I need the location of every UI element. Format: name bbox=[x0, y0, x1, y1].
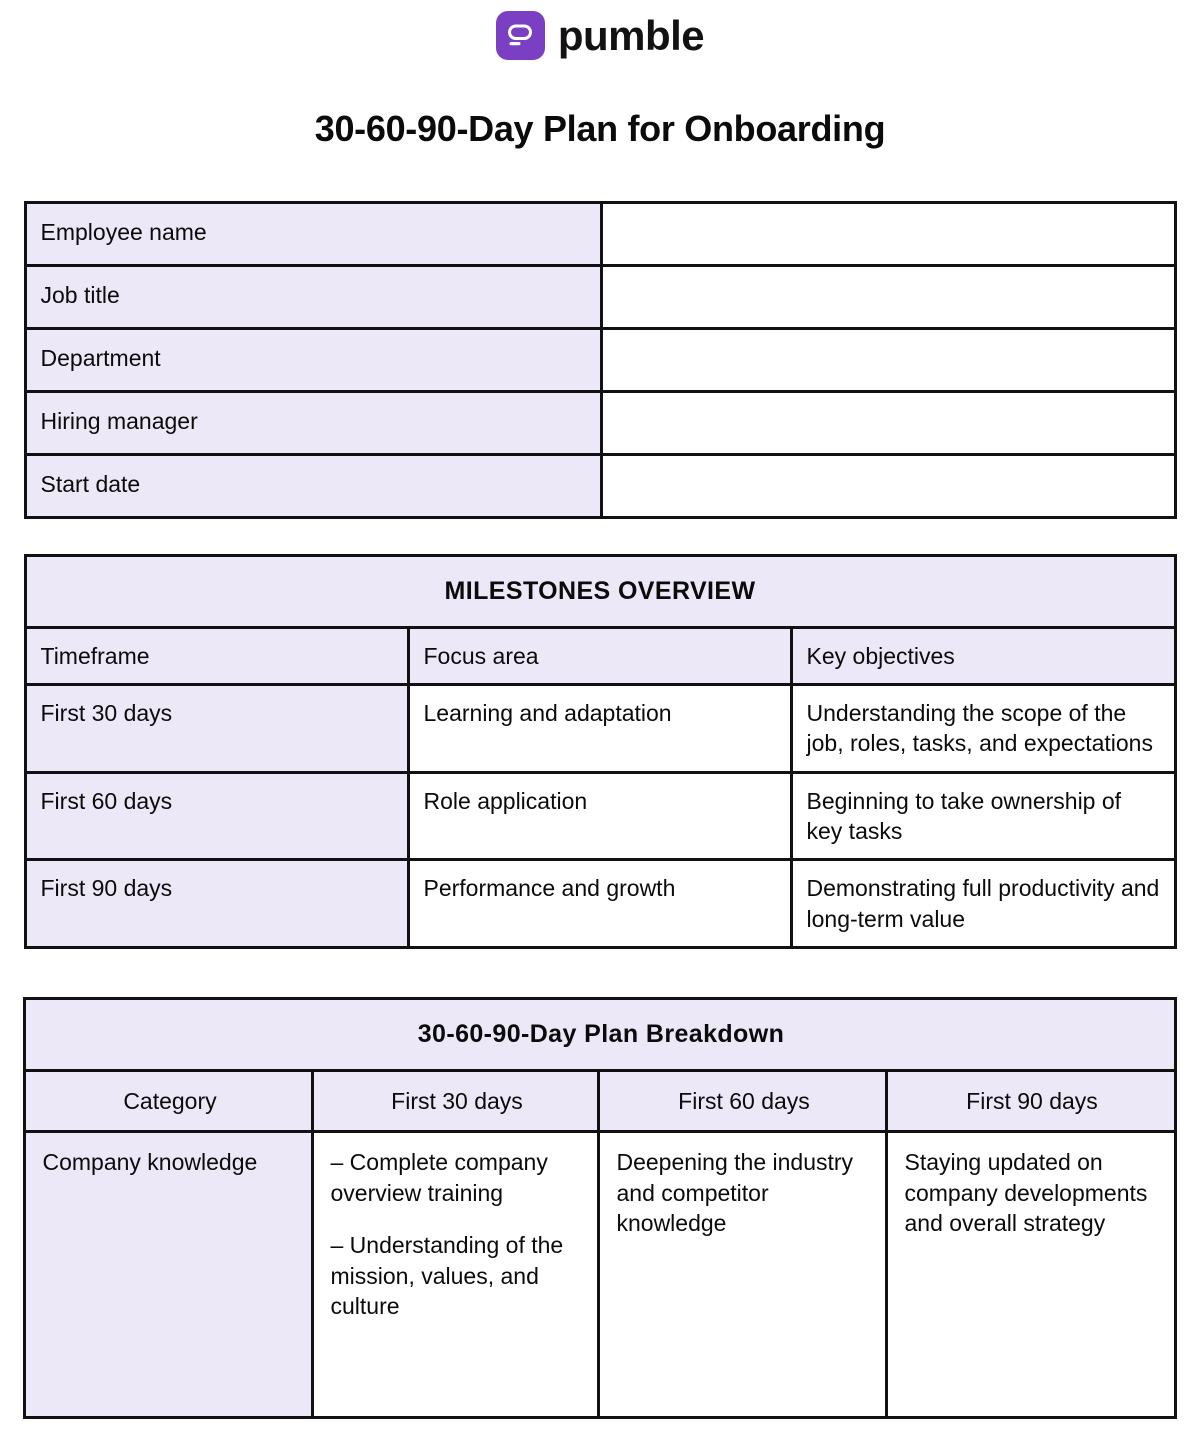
list-item: – Complete company overview training bbox=[330, 1149, 548, 1206]
table-row bbox=[25, 1132, 1175, 1418]
start-date-label: Start date bbox=[25, 454, 601, 517]
milestone-timeframe: First 30 days bbox=[25, 684, 408, 772]
list-item: – Understanding of the mission, values, and culture bbox=[330, 1232, 564, 1319]
breakdown-first-90-days: Staying updated on company developments and overall strategy bbox=[887, 1132, 1175, 1418]
job-title-label: Job title bbox=[25, 265, 601, 328]
hiring-manager-label: Hiring manager bbox=[25, 391, 601, 454]
table-row bbox=[25, 328, 1175, 391]
table-row bbox=[25, 265, 1175, 328]
milestone-focus-area: Role application bbox=[408, 772, 791, 860]
breakdown-first-60-days: Deepening the industry and competitor knowledge bbox=[599, 1132, 887, 1418]
milestone-focus-area: Learning and adaptation bbox=[408, 684, 791, 772]
page-title: 30-60-90-Day Plan for Onboarding bbox=[314, 108, 886, 149]
milestone-key-objectives: Understanding the scope of the job, roles, tasks, and expectations bbox=[791, 684, 1175, 772]
breakdown-category: Company knowledge bbox=[25, 1132, 313, 1418]
brand-name: pumble bbox=[557, 11, 705, 59]
header-first-90-days: First 90 days bbox=[887, 1071, 1175, 1132]
pumble-logo-icon bbox=[496, 11, 545, 60]
table-row bbox=[25, 860, 1175, 948]
table-row bbox=[25, 772, 1175, 860]
employee-name-label: Employee name bbox=[25, 202, 601, 265]
plan-breakdown-table bbox=[23, 997, 1176, 1419]
table-banner-row bbox=[25, 999, 1175, 1071]
milestones-banner: MILESTONES OVERVIEW bbox=[25, 555, 1175, 627]
table-header-row bbox=[25, 627, 1175, 684]
header-timeframe: Timeframe bbox=[25, 627, 408, 684]
employee-name-field[interactable] bbox=[601, 202, 1175, 265]
job-title-field[interactable] bbox=[601, 265, 1175, 328]
table-row bbox=[25, 684, 1175, 772]
department-label: Department bbox=[25, 328, 601, 391]
header-first-30-days: First 30 days bbox=[313, 1071, 599, 1132]
header-first-60-days: First 60 days bbox=[599, 1071, 887, 1132]
start-date-field[interactable] bbox=[601, 454, 1175, 517]
milestone-key-objectives: Beginning to take ownership of key tasks bbox=[791, 772, 1175, 860]
milestone-timeframe: First 90 days bbox=[25, 860, 408, 948]
hiring-manager-field[interactable] bbox=[601, 391, 1175, 454]
employee-info-table bbox=[24, 201, 1177, 519]
milestone-timeframe: First 60 days bbox=[25, 772, 408, 860]
milestones-overview-table bbox=[24, 554, 1177, 950]
milestone-focus-area: Performance and growth bbox=[408, 860, 791, 948]
department-field[interactable] bbox=[601, 328, 1175, 391]
header-key-objectives: Key objectives bbox=[791, 627, 1175, 684]
table-banner-row bbox=[25, 555, 1175, 627]
breakdown-first-30-days bbox=[313, 1132, 599, 1418]
breakdown-banner: 30-60-90-Day Plan Breakdown bbox=[25, 999, 1175, 1071]
milestone-key-objectives: Demonstrating full productivity and long-term value bbox=[791, 860, 1175, 948]
table-row bbox=[25, 202, 1175, 265]
header-category: Category bbox=[25, 1071, 313, 1132]
header-focus-area: Focus area bbox=[408, 627, 791, 684]
table-row bbox=[25, 391, 1175, 454]
table-row bbox=[25, 454, 1175, 517]
table-header-row bbox=[25, 1071, 1175, 1132]
brand-header bbox=[0, 0, 1200, 62]
